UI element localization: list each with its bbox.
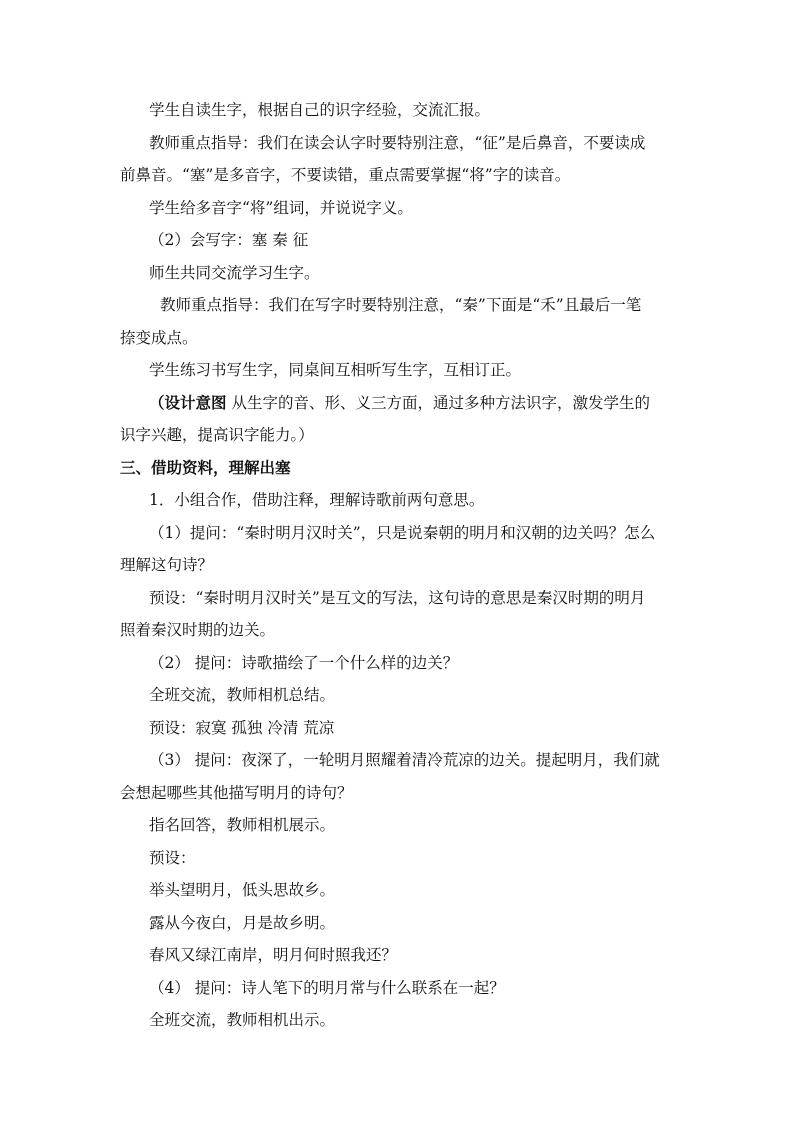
section-heading: 三、借助资料，理解出塞 [120,458,291,477]
paragraph-line: 理解这句诗？ [120,556,214,574]
design-intent-label: （设计意图 [149,393,227,412]
paragraph-line: 会想起哪些其他描写明月的诗句？ [120,784,353,802]
paragraph-line: 识字兴趣，提高识字能力。） [120,426,314,444]
paragraph-line: （3） 提问：夜深了，一轮明月照耀着清冷荒凉的边关。提起明月，我们就 [149,751,660,769]
paragraph-line: 举头望明月，低头思故乡。 [149,881,336,899]
paragraph-line: 全班交流，教师相机出示。 [149,1011,336,1029]
paragraph-line: 学生给多音字“将”组词，并说说字义。 [149,199,413,217]
paragraph-line: 捺变成点。 [120,329,198,347]
design-intent-text: 从生字的音、形、义三方面，通过多种方法识字，激发学生的 [231,394,650,412]
paragraph-line: 教师重点指导：我们在写字时要特别注意，“秦”下面是“禾”且最后一笔 [160,296,642,314]
paragraph-line: 露从今夜白，月是故乡明。 [149,914,336,932]
paragraph-line: 预设：寂寞 孤独 冷清 荒凉 [149,719,335,737]
paragraph-line: 指名回答，教师相机展示。 [149,816,336,834]
paragraph-line: 教师重点指导：我们在读会认字时要特别注意，“征”是后鼻音，不要读成 [149,134,646,152]
design-intent-line [149,393,650,413]
paragraph-line: 预设： [149,849,196,867]
paragraph-line: （2）会写字：塞 秦 征 [149,231,309,249]
paragraph-line: （2） 提问：诗歌描绘了一个什么样的边关？ [149,654,459,672]
paragraph-line: 学生自读生字，根据自己的识字经验，交流汇报。 [149,101,491,119]
paragraph-line: 师生共同交流学习生字。 [149,264,320,282]
paragraph-line: （1）提问：“秦时明月汉时关”，只是说秦朝的明月和汉朝的边关吗？怎么 [149,524,656,542]
paragraph-line: （4） 提问：诗人笔下的明月常与什么联系在一起？ [149,979,505,997]
paragraph-line: 照着秦汉时期的边关。 [120,621,276,639]
paragraph-line: 学生练习书写生字，同桌间互相听写生字，互相订正。 [149,361,522,379]
paragraph-line: 春风又绿江南岸，明月何时照我还？ [149,946,398,964]
paragraph-line: 前鼻音。“塞”是多音字，不要读错，重点需要掌握“将”字的读音。 [120,166,571,184]
paragraph-line: 1．小组合作，借助注释，理解诗歌前两句意思。 [149,491,485,509]
paragraph-line: 全班交流，教师相机总结。 [149,686,336,704]
paragraph-line: 预设：“秦时明月汉时关”是互文的写法，这句诗的意思是秦汉时期的明月 [149,589,646,607]
